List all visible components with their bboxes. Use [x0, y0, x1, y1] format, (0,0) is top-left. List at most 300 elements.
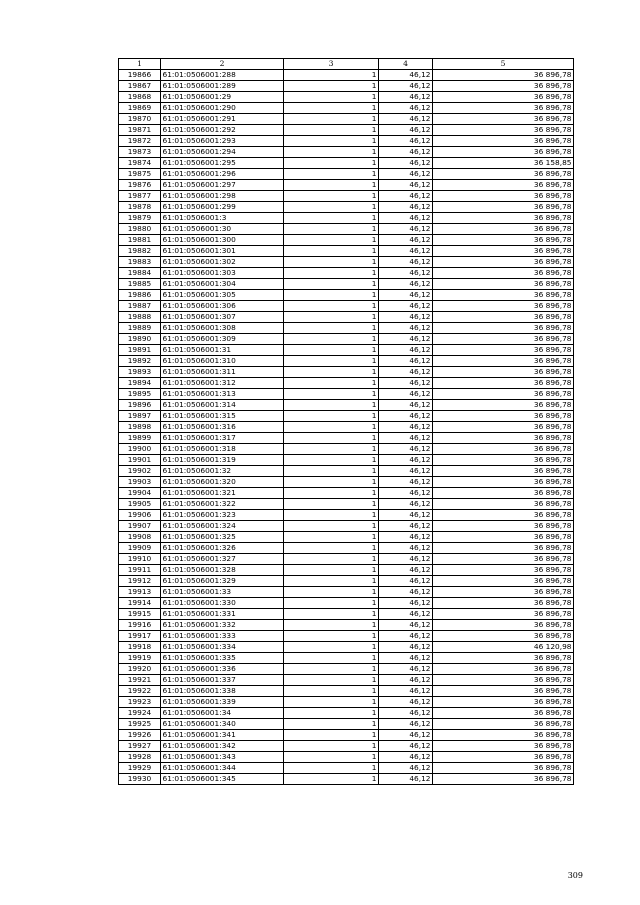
area-cell: 46,12	[379, 642, 433, 653]
value-cell: 36 896,78	[433, 444, 574, 455]
cadastral-number-cell: 61:01:0506001:304	[161, 279, 284, 290]
value-cell: 36 896,78	[433, 378, 574, 389]
area-cell: 46,12	[379, 169, 433, 180]
quantity-cell: 1	[284, 158, 379, 169]
area-cell: 46,12	[379, 664, 433, 675]
table-row	[119, 532, 574, 543]
registry-table	[118, 58, 574, 785]
quantity-cell: 1	[284, 543, 379, 554]
area-cell: 46,12	[379, 180, 433, 191]
table-row	[119, 620, 574, 631]
area-cell: 46,12	[379, 125, 433, 136]
row-number-cell: 19928	[119, 752, 161, 763]
value-cell: 36 896,78	[433, 246, 574, 257]
value-cell: 36 896,78	[433, 125, 574, 136]
quantity-cell: 1	[284, 719, 379, 730]
row-number-cell: 19925	[119, 719, 161, 730]
value-cell: 36 896,78	[433, 499, 574, 510]
area-cell: 46,12	[379, 532, 433, 543]
table-row	[119, 114, 574, 125]
row-number-cell: 19888	[119, 312, 161, 323]
cadastral-number-cell: 61:01:0506001:344	[161, 763, 284, 774]
table-row	[119, 774, 574, 785]
cadastral-number-cell: 61:01:0506001:308	[161, 323, 284, 334]
area-cell: 46,12	[379, 389, 433, 400]
table-row	[119, 70, 574, 81]
cadastral-number-cell: 61:01:0506001:300	[161, 235, 284, 246]
row-number-cell: 19904	[119, 488, 161, 499]
area-cell: 46,12	[379, 114, 433, 125]
row-number-cell: 19872	[119, 136, 161, 147]
row-number-cell: 19901	[119, 455, 161, 466]
row-number-cell: 19916	[119, 620, 161, 631]
cadastral-number-cell: 61:01:0506001:331	[161, 609, 284, 620]
table-row	[119, 202, 574, 213]
area-cell: 46,12	[379, 400, 433, 411]
value-cell: 36 896,78	[433, 631, 574, 642]
row-number-cell: 19875	[119, 169, 161, 180]
row-number-cell: 19894	[119, 378, 161, 389]
table-row	[119, 763, 574, 774]
row-number-cell: 19877	[119, 191, 161, 202]
row-number-cell: 19871	[119, 125, 161, 136]
area-cell: 46,12	[379, 312, 433, 323]
table-row	[119, 653, 574, 664]
quantity-cell: 1	[284, 510, 379, 521]
quantity-cell: 1	[284, 136, 379, 147]
value-cell: 36 896,78	[433, 466, 574, 477]
value-cell: 36 896,78	[433, 92, 574, 103]
row-number-cell: 19891	[119, 345, 161, 356]
row-number-cell: 19866	[119, 70, 161, 81]
area-cell: 46,12	[379, 708, 433, 719]
area-cell: 46,12	[379, 488, 433, 499]
value-cell: 36 896,78	[433, 103, 574, 114]
quantity-cell: 1	[284, 686, 379, 697]
cadastral-number-cell: 61:01:0506001:306	[161, 301, 284, 312]
area-cell: 46,12	[379, 455, 433, 466]
table-row	[119, 257, 574, 268]
cadastral-number-cell: 61:01:0506001:332	[161, 620, 284, 631]
row-number-cell: 19919	[119, 653, 161, 664]
header-row	[119, 59, 574, 70]
table-header	[119, 59, 574, 70]
table-row	[119, 598, 574, 609]
table-row	[119, 708, 574, 719]
area-cell: 46,12	[379, 543, 433, 554]
table-row	[119, 301, 574, 312]
quantity-cell: 1	[284, 70, 379, 81]
value-cell: 36 896,78	[433, 697, 574, 708]
table-row	[119, 466, 574, 477]
value-cell: 36 896,78	[433, 345, 574, 356]
cadastral-number-cell: 61:01:0506001:340	[161, 719, 284, 730]
row-number-cell: 19884	[119, 268, 161, 279]
cadastral-number-cell: 61:01:0506001:34	[161, 708, 284, 719]
value-cell: 36 896,78	[433, 719, 574, 730]
row-number-cell: 19874	[119, 158, 161, 169]
area-cell: 46,12	[379, 191, 433, 202]
table-row	[119, 224, 574, 235]
row-number-cell: 19915	[119, 609, 161, 620]
row-number-cell: 19929	[119, 763, 161, 774]
value-cell: 36 896,78	[433, 422, 574, 433]
area-cell: 46,12	[379, 598, 433, 609]
quantity-cell: 1	[284, 741, 379, 752]
quantity-cell: 1	[284, 180, 379, 191]
value-cell: 36 896,78	[433, 774, 574, 785]
row-number-cell: 19899	[119, 433, 161, 444]
cadastral-number-cell: 61:01:0506001:329	[161, 576, 284, 587]
area-cell: 46,12	[379, 565, 433, 576]
quantity-cell: 1	[284, 125, 379, 136]
cadastral-number-cell: 61:01:0506001:289	[161, 81, 284, 92]
quantity-cell: 1	[284, 521, 379, 532]
cadastral-number-cell: 61:01:0506001:337	[161, 675, 284, 686]
value-cell: 36 896,78	[433, 543, 574, 554]
value-cell: 36 896,78	[433, 598, 574, 609]
quantity-cell: 1	[284, 620, 379, 631]
quantity-cell: 1	[284, 213, 379, 224]
area-cell: 46,12	[379, 774, 433, 785]
table-row	[119, 477, 574, 488]
cadastral-number-cell: 61:01:0506001:295	[161, 158, 284, 169]
row-number-cell: 19867	[119, 81, 161, 92]
row-number-cell: 19898	[119, 422, 161, 433]
quantity-cell: 1	[284, 323, 379, 334]
value-cell: 36 158,85	[433, 158, 574, 169]
quantity-cell: 1	[284, 477, 379, 488]
table-body	[119, 70, 574, 785]
table-row	[119, 433, 574, 444]
value-cell: 36 896,78	[433, 554, 574, 565]
table-row	[119, 510, 574, 521]
table-row	[119, 323, 574, 334]
table-row	[119, 290, 574, 301]
row-number-cell: 19869	[119, 103, 161, 114]
cadastral-number-cell: 61:01:0506001:334	[161, 642, 284, 653]
row-number-cell: 19926	[119, 730, 161, 741]
value-cell: 36 896,78	[433, 664, 574, 675]
value-cell: 36 896,78	[433, 268, 574, 279]
quantity-cell: 1	[284, 631, 379, 642]
value-cell: 36 896,78	[433, 455, 574, 466]
table-row	[119, 389, 574, 400]
area-cell: 46,12	[379, 246, 433, 257]
area-cell: 46,12	[379, 576, 433, 587]
row-number-cell: 19892	[119, 356, 161, 367]
table-row	[119, 312, 574, 323]
cadastral-number-cell: 61:01:0506001:335	[161, 653, 284, 664]
row-number-cell: 19906	[119, 510, 161, 521]
row-number-cell: 19907	[119, 521, 161, 532]
area-cell: 46,12	[379, 499, 433, 510]
table-row	[119, 235, 574, 246]
value-cell: 36 896,78	[433, 367, 574, 378]
area-cell: 46,12	[379, 631, 433, 642]
row-number-cell: 19914	[119, 598, 161, 609]
cadastral-number-cell: 61:01:0506001:338	[161, 686, 284, 697]
table-row	[119, 268, 574, 279]
quantity-cell: 1	[284, 103, 379, 114]
column-header-5: 5	[433, 59, 574, 70]
row-number-cell: 19880	[119, 224, 161, 235]
cadastral-number-cell: 61:01:0506001:343	[161, 752, 284, 763]
area-cell: 46,12	[379, 433, 433, 444]
value-cell: 36 896,78	[433, 730, 574, 741]
row-number-cell: 19923	[119, 697, 161, 708]
value-cell: 36 896,78	[433, 312, 574, 323]
value-cell: 36 896,78	[433, 400, 574, 411]
cadastral-number-cell: 61:01:0506001:321	[161, 488, 284, 499]
row-number-cell: 19881	[119, 235, 161, 246]
quantity-cell: 1	[284, 114, 379, 125]
area-cell: 46,12	[379, 334, 433, 345]
cadastral-number-cell: 61:01:0506001:320	[161, 477, 284, 488]
cadastral-number-cell: 61:01:0506001:312	[161, 378, 284, 389]
cadastral-number-cell: 61:01:0506001:310	[161, 356, 284, 367]
quantity-cell: 1	[284, 224, 379, 235]
quantity-cell: 1	[284, 488, 379, 499]
cadastral-number-cell: 61:01:0506001:342	[161, 741, 284, 752]
value-cell: 36 896,78	[433, 356, 574, 367]
quantity-cell: 1	[284, 92, 379, 103]
cadastral-number-cell: 61:01:0506001:3	[161, 213, 284, 224]
area-cell: 46,12	[379, 202, 433, 213]
area-cell: 46,12	[379, 697, 433, 708]
cadastral-number-cell: 61:01:0506001:303	[161, 268, 284, 279]
value-cell: 36 896,78	[433, 257, 574, 268]
value-cell: 36 896,78	[433, 653, 574, 664]
value-cell: 36 896,78	[433, 587, 574, 598]
quantity-cell: 1	[284, 334, 379, 345]
area-cell: 46,12	[379, 422, 433, 433]
table-row	[119, 455, 574, 466]
table-row	[119, 169, 574, 180]
value-cell: 36 896,78	[433, 191, 574, 202]
value-cell: 36 896,78	[433, 433, 574, 444]
area-cell: 46,12	[379, 686, 433, 697]
table-row	[119, 587, 574, 598]
value-cell: 36 896,78	[433, 675, 574, 686]
quantity-cell: 1	[284, 466, 379, 477]
area-cell: 46,12	[379, 763, 433, 774]
row-number-cell: 19890	[119, 334, 161, 345]
row-number-cell: 19885	[119, 279, 161, 290]
value-cell: 36 896,78	[433, 510, 574, 521]
value-cell: 36 896,78	[433, 620, 574, 631]
row-number-cell: 19924	[119, 708, 161, 719]
table-row	[119, 752, 574, 763]
value-cell: 36 896,78	[433, 147, 574, 158]
table-row	[119, 136, 574, 147]
quantity-cell: 1	[284, 400, 379, 411]
quantity-cell: 1	[284, 730, 379, 741]
cadastral-number-cell: 61:01:0506001:316	[161, 422, 284, 433]
row-number-cell: 19878	[119, 202, 161, 213]
cadastral-number-cell: 61:01:0506001:302	[161, 257, 284, 268]
quantity-cell: 1	[284, 642, 379, 653]
table-row	[119, 378, 574, 389]
row-number-cell: 19895	[119, 389, 161, 400]
cadastral-number-cell: 61:01:0506001:345	[161, 774, 284, 785]
cadastral-number-cell: 61:01:0506001:33	[161, 587, 284, 598]
area-cell: 46,12	[379, 620, 433, 631]
table-row	[119, 543, 574, 554]
area-cell: 46,12	[379, 466, 433, 477]
quantity-cell: 1	[284, 81, 379, 92]
row-number-cell: 19905	[119, 499, 161, 510]
quantity-cell: 1	[284, 455, 379, 466]
value-cell: 36 896,78	[433, 70, 574, 81]
page-number: 309	[567, 871, 583, 880]
row-number-cell: 19868	[119, 92, 161, 103]
table-row	[119, 488, 574, 499]
row-number-cell: 19903	[119, 477, 161, 488]
value-cell: 36 896,78	[433, 180, 574, 191]
table-row	[119, 180, 574, 191]
table-row	[119, 565, 574, 576]
area-cell: 46,12	[379, 92, 433, 103]
table-row	[119, 125, 574, 136]
quantity-cell: 1	[284, 257, 379, 268]
table-row	[119, 411, 574, 422]
quantity-cell: 1	[284, 356, 379, 367]
row-number-cell: 19896	[119, 400, 161, 411]
table-row	[119, 92, 574, 103]
row-number-cell: 19893	[119, 367, 161, 378]
row-number-cell: 19902	[119, 466, 161, 477]
quantity-cell: 1	[284, 565, 379, 576]
cadastral-number-cell: 61:01:0506001:291	[161, 114, 284, 125]
area-cell: 46,12	[379, 147, 433, 158]
value-cell: 36 896,78	[433, 213, 574, 224]
quantity-cell: 1	[284, 268, 379, 279]
area-cell: 46,12	[379, 741, 433, 752]
quantity-cell: 1	[284, 433, 379, 444]
quantity-cell: 1	[284, 279, 379, 290]
quantity-cell: 1	[284, 290, 379, 301]
cadastral-number-cell: 61:01:0506001:318	[161, 444, 284, 455]
row-number-cell: 19882	[119, 246, 161, 257]
area-cell: 46,12	[379, 653, 433, 664]
value-cell: 36 896,78	[433, 202, 574, 213]
quantity-cell: 1	[284, 312, 379, 323]
value-cell: 36 896,78	[433, 114, 574, 125]
value-cell: 36 896,78	[433, 224, 574, 235]
row-number-cell: 19912	[119, 576, 161, 587]
quantity-cell: 1	[284, 587, 379, 598]
table-row	[119, 158, 574, 169]
cadastral-number-cell: 61:01:0506001:307	[161, 312, 284, 323]
cadastral-number-cell: 61:01:0506001:328	[161, 565, 284, 576]
row-number-cell: 19922	[119, 686, 161, 697]
table-row	[119, 103, 574, 114]
value-cell: 36 896,78	[433, 389, 574, 400]
table-row	[119, 576, 574, 587]
area-cell: 46,12	[379, 554, 433, 565]
cadastral-number-cell: 61:01:0506001:293	[161, 136, 284, 147]
cadastral-number-cell: 61:01:0506001:294	[161, 147, 284, 158]
quantity-cell: 1	[284, 169, 379, 180]
table-row	[119, 719, 574, 730]
value-cell: 36 896,78	[433, 741, 574, 752]
row-number-cell: 19897	[119, 411, 161, 422]
quantity-cell: 1	[284, 235, 379, 246]
quantity-cell: 1	[284, 389, 379, 400]
cadastral-number-cell: 61:01:0506001:299	[161, 202, 284, 213]
quantity-cell: 1	[284, 345, 379, 356]
area-cell: 46,12	[379, 587, 433, 598]
row-number-cell: 19886	[119, 290, 161, 301]
table-row	[119, 422, 574, 433]
value-cell: 36 896,78	[433, 752, 574, 763]
table-row	[119, 686, 574, 697]
quantity-cell: 1	[284, 774, 379, 785]
area-cell: 46,12	[379, 323, 433, 334]
cadastral-number-cell: 61:01:0506001:330	[161, 598, 284, 609]
value-cell: 36 896,78	[433, 532, 574, 543]
value-cell: 36 896,78	[433, 334, 574, 345]
area-cell: 46,12	[379, 345, 433, 356]
quantity-cell: 1	[284, 653, 379, 664]
quantity-cell: 1	[284, 411, 379, 422]
table-row	[119, 345, 574, 356]
cadastral-number-cell: 61:01:0506001:290	[161, 103, 284, 114]
area-cell: 46,12	[379, 510, 433, 521]
area-cell: 46,12	[379, 444, 433, 455]
row-number-cell: 19879	[119, 213, 161, 224]
row-number-cell: 19927	[119, 741, 161, 752]
value-cell: 36 896,78	[433, 169, 574, 180]
cadastral-number-cell: 61:01:0506001:314	[161, 400, 284, 411]
quantity-cell: 1	[284, 378, 379, 389]
area-cell: 46,12	[379, 279, 433, 290]
quantity-cell: 1	[284, 246, 379, 257]
area-cell: 46,12	[379, 257, 433, 268]
quantity-cell: 1	[284, 697, 379, 708]
table-row	[119, 246, 574, 257]
quantity-cell: 1	[284, 147, 379, 158]
area-cell: 46,12	[379, 103, 433, 114]
cadastral-number-cell: 61:01:0506001:32	[161, 466, 284, 477]
row-number-cell: 19876	[119, 180, 161, 191]
row-number-cell: 19900	[119, 444, 161, 455]
cadastral-number-cell: 61:01:0506001:301	[161, 246, 284, 257]
row-number-cell: 19889	[119, 323, 161, 334]
area-cell: 46,12	[379, 301, 433, 312]
value-cell: 36 896,78	[433, 763, 574, 774]
area-cell: 46,12	[379, 136, 433, 147]
cadastral-number-cell: 61:01:0506001:31	[161, 345, 284, 356]
quantity-cell: 1	[284, 609, 379, 620]
table-row	[119, 279, 574, 290]
quantity-cell: 1	[284, 301, 379, 312]
quantity-cell: 1	[284, 554, 379, 565]
row-number-cell: 19910	[119, 554, 161, 565]
value-cell: 36 896,78	[433, 411, 574, 422]
quantity-cell: 1	[284, 422, 379, 433]
table-row	[119, 191, 574, 202]
quantity-cell: 1	[284, 191, 379, 202]
quantity-cell: 1	[284, 576, 379, 587]
cadastral-number-cell: 61:01:0506001:322	[161, 499, 284, 510]
quantity-cell: 1	[284, 763, 379, 774]
row-number-cell: 19930	[119, 774, 161, 785]
cadastral-number-cell: 61:01:0506001:315	[161, 411, 284, 422]
area-cell: 46,12	[379, 367, 433, 378]
cadastral-number-cell: 61:01:0506001:333	[161, 631, 284, 642]
